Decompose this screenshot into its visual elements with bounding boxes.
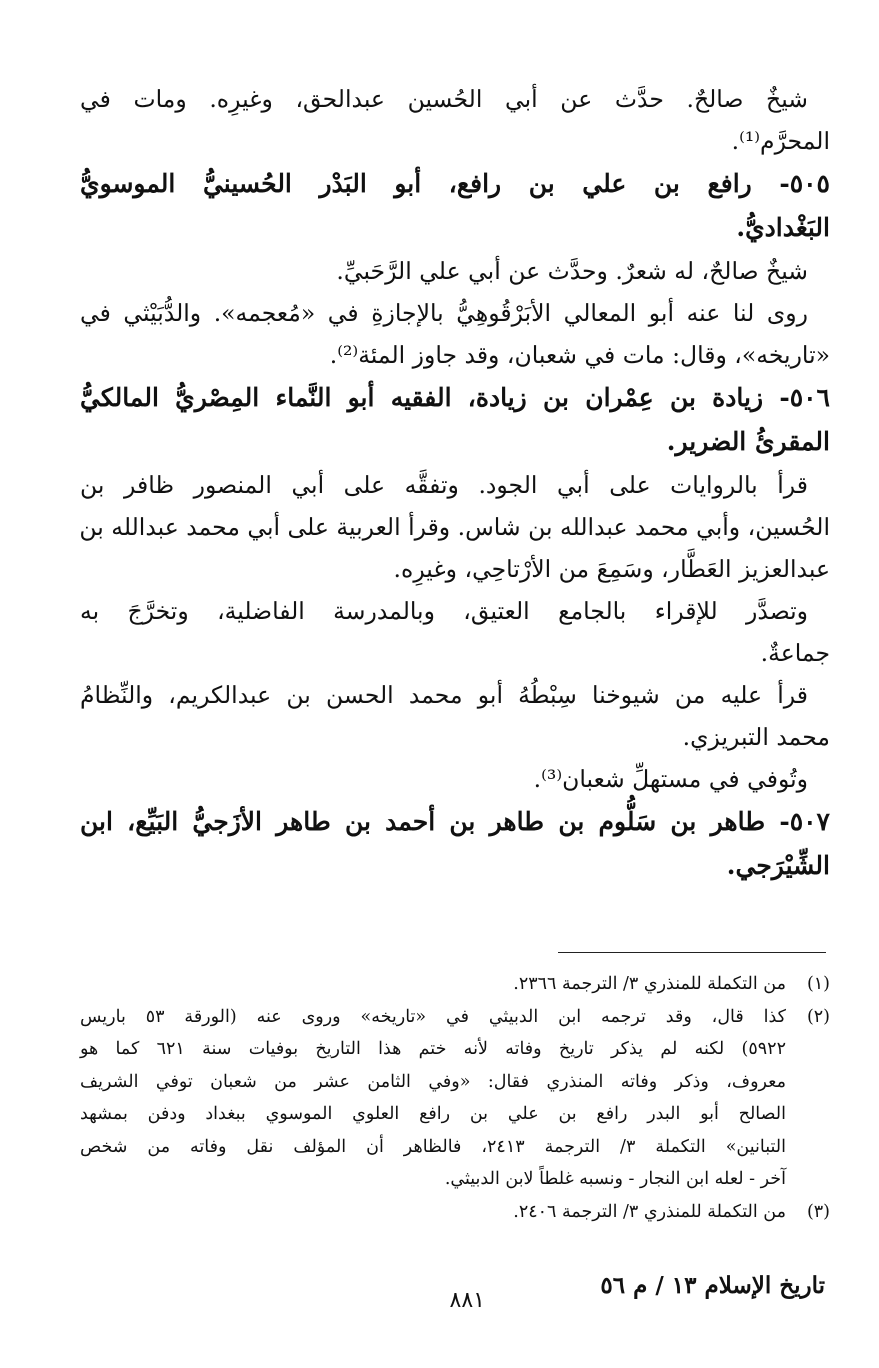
body-line: عبدالعزيز العَطَّار، وسَمِعَ من الأرْتاحِي، وغيرِه. xyxy=(393,555,830,583)
body-line: المحرَّم⁽¹⁾. xyxy=(731,127,830,155)
footnote-text: معروف، وذكر وفاته المنذري فقال: «وفي الثامن عشر من شعبان توفي الشريف xyxy=(80,1071,786,1092)
body-line: الحُسين، وأبي محمد عبدالله بن شاس. وقرأ العربية على أبي محمد عبدالله بن xyxy=(79,513,830,541)
footnote-text: من التكملة للمنذري ٣/ الترجمة ٢٣٦٦. xyxy=(513,974,786,994)
footnote-line xyxy=(80,1098,830,1131)
body-line: وتُوفي في مستهلِّ شعبان⁽³⁾. xyxy=(533,765,808,793)
body-line: قرأ بالروايات على أبي الجود. وتفقَّه على أبي المنصور ظافر بن xyxy=(80,471,808,499)
footnote-text: التبانين» التكملة ٣/ الترجمة ٢٤١٣، فالظاهر أن المؤلف نقل وفاته من شخص xyxy=(80,1136,786,1157)
page-footer xyxy=(80,1262,825,1322)
footnote-line xyxy=(80,1001,830,1034)
body-line: محمد التبريزي. xyxy=(682,723,830,751)
footnote-text: كذا قال، وقد ترجمه ابن الدبيثي في «تاريخه» وروى عنه (الورقة ٥٣ باريس xyxy=(80,1006,786,1027)
running-title: تاريخ الإسلام ١٣ / م ٥٦ xyxy=(600,1272,825,1299)
footnote-line xyxy=(80,1196,830,1229)
body-line: وتصدَّر للإقراء بالجامع العتيق، وبالمدرسة الفاضلية، وتخرَّجَ به xyxy=(80,597,808,625)
footnote-number: (٣) xyxy=(806,1201,830,1222)
entry-heading-line: المقرئُ الضرير. xyxy=(666,427,830,456)
footnote-separator xyxy=(558,952,826,953)
page-number: ٨٨١ xyxy=(449,1288,485,1313)
footnote-text: الصالح أبو البدر رافع بن علي بن رافع العلوي الموسوي ببغداد ودفن بمشهد xyxy=(80,1104,786,1124)
footnote-line xyxy=(80,968,830,1001)
footnote-text: ٥٩٢٢) لكنه لم يذكر تاريخ وفاته لأنه ختم هذا التاريخ بوفيات سنة ٦٢١ كما هو xyxy=(80,1039,786,1059)
body-line: روى لنا عنه أبو المعالي الأبَرْقُوهِيُّ بالإجازةِ في «مُعجمه». والدُّبَيْثي في xyxy=(80,299,808,327)
body-line: شيخٌ صالحٌ. حدَّث عن أبي الحُسين عبدالحق، وغيرِه. ومات في xyxy=(80,85,808,113)
footnote-line xyxy=(80,1066,830,1099)
body-line: شيخٌ صالحٌ، له شعرٌ. وحدَّث عن أبي علي الرَّحَبيِّ. xyxy=(336,257,808,285)
entry-heading-line: ٥٠٥- رافع بن علي بن رافع، أبو البَدْر الحُسينيُّ الموسويُّ xyxy=(80,169,830,198)
footnote-line xyxy=(80,1131,830,1164)
main-text xyxy=(80,78,830,888)
footnote-text: من التكملة للمنذري ٣/ الترجمة ٢٤٠٦. xyxy=(513,1201,786,1222)
footnote-number: (٢) xyxy=(806,1006,830,1027)
footnote-number: (١) xyxy=(806,974,830,994)
footnote-text: آخر - لعله ابن النجار - ونسبه غلطاً لابن الدبيثي. xyxy=(444,1169,786,1189)
footnote-line xyxy=(80,1163,830,1196)
body-line: قرأ عليه من شيوخنا سِبْطُهُ أبو محمد الحسن بن عبدالكريم، والنِّظامُ xyxy=(80,681,808,709)
body-line: «تاريخه»، وقال: مات في شعبان، وقد جاوز المئة⁽²⁾. xyxy=(329,341,830,369)
footnotes xyxy=(80,968,830,1228)
footnote-line xyxy=(80,1033,830,1066)
body-line: جماعةٌ. xyxy=(760,639,830,667)
entry-heading-line: الشِّيْرَجي. xyxy=(726,851,830,880)
entry-heading-line: ٥٠٧- طاهر بن سَلُّوم بن طاهر بن أحمد بن طاهر الأزَجيُّ البَيِّع، ابن xyxy=(80,807,830,836)
entry-heading-line: ٥٠٦- زيادة بن عِمْران بن زيادة، الفقيه أبو النَّماء المِصْريُّ المالكيُّ xyxy=(80,383,830,412)
entry-heading-line: البَغْداديُّ. xyxy=(736,213,830,242)
